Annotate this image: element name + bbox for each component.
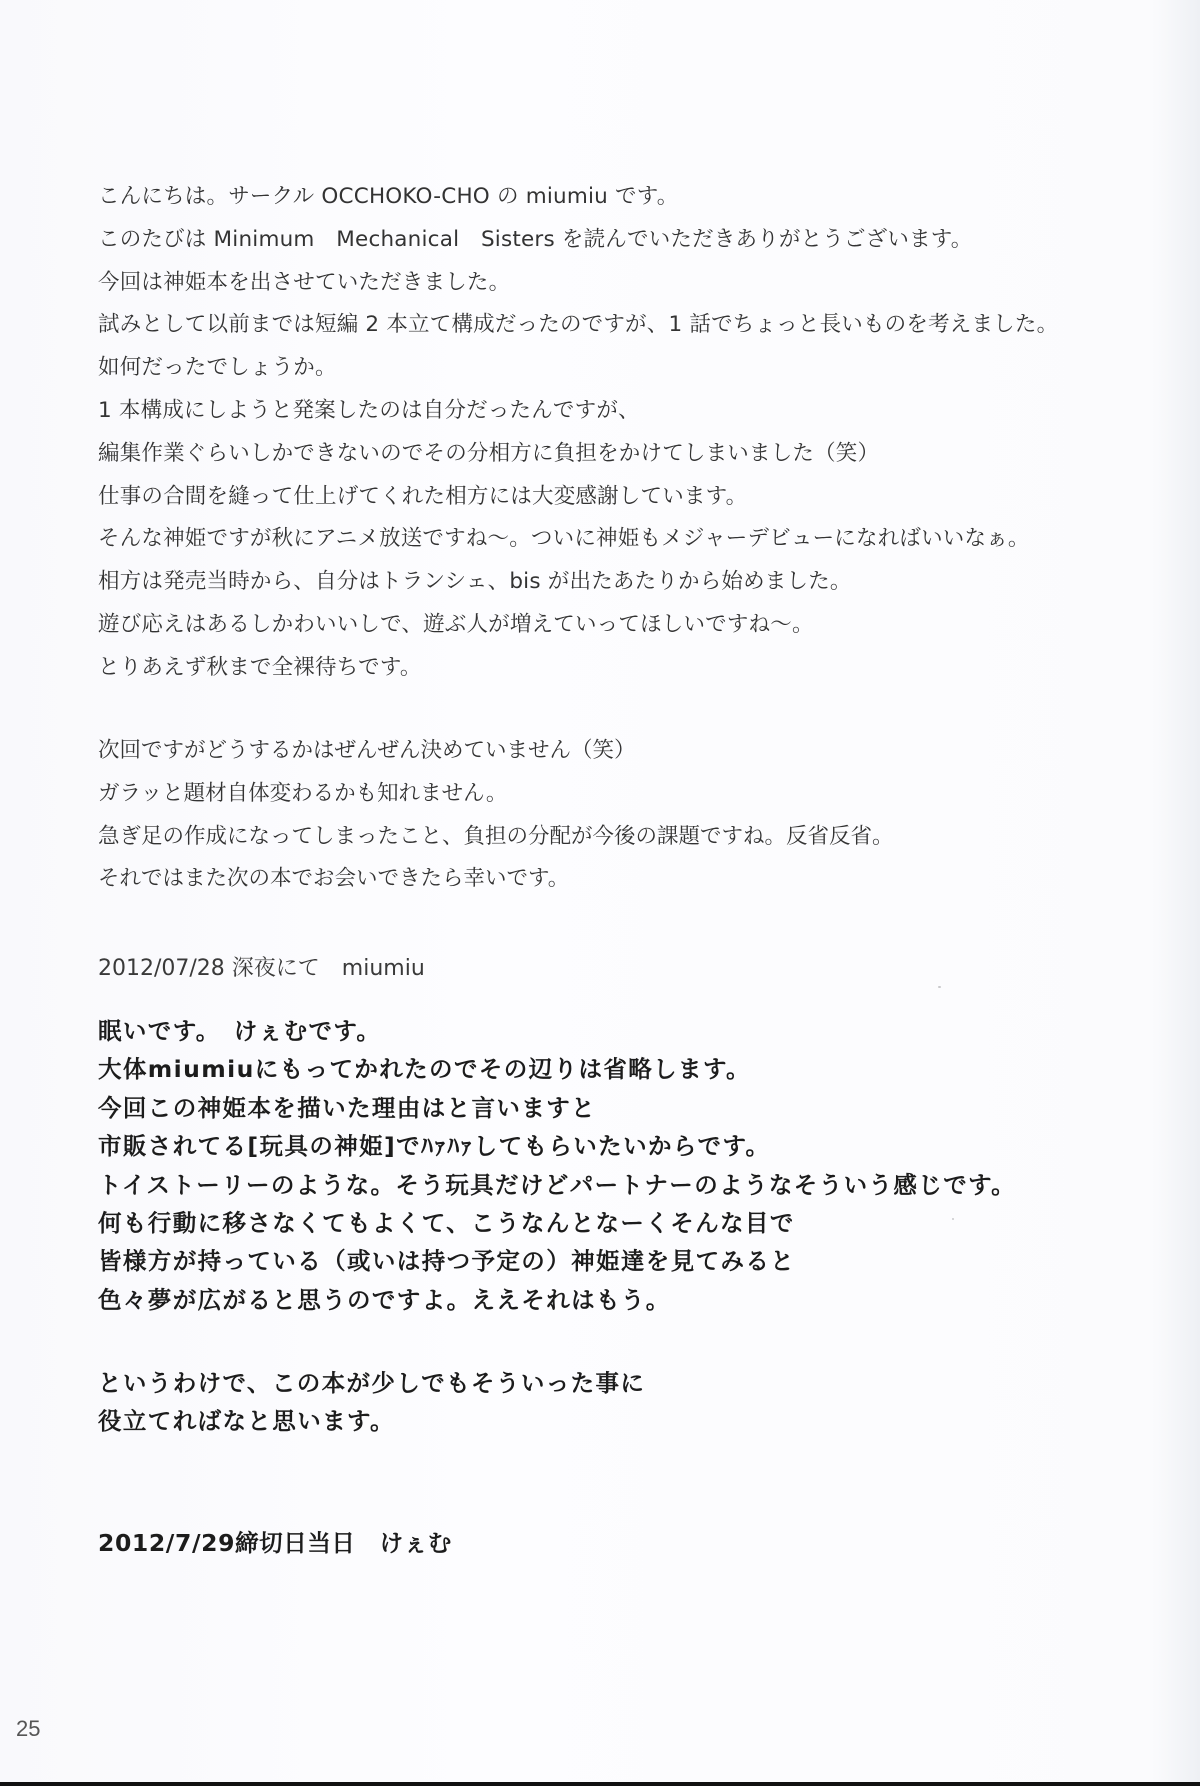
- paper-speck: [952, 1218, 954, 1220]
- afterword-keimu-paragraph-1: [98, 1012, 1016, 1319]
- text-line: 大体miumiuにもってかれたのでその辺りは省略します。: [98, 1055, 751, 1084]
- text-line: 1 本構成にしようと発案したのは自分だったんですが、: [98, 397, 640, 423]
- text-line: こんにちは。サークル OCCHOKO-CHO の miumiu です。: [98, 184, 679, 209]
- text-line: 市販されてる[玩具の神姫]でﾊｧﾊｧしてもらいたいからです。: [98, 1132, 771, 1161]
- afterword-miumiu-paragraph-1: [98, 176, 1058, 690]
- text-line: 次回ですがどうするかはぜんぜん決めていません（笑）: [98, 738, 636, 763]
- text-line: 試みとして以前までは短編 2 本立て構成だったのですが、1 話でちょっと長いものを考えました。: [98, 312, 1059, 338]
- text-line: ガラッと題材自体変わるかも知れません。: [98, 780, 508, 806]
- text-line: 遊び応えはあるしかわいいしで、遊ぶ人が増えていってほしいですね～。: [98, 611, 814, 637]
- text-line: 仕事の合間を縫って仕上げてくれた相方には大変感謝しています。: [98, 483, 748, 509]
- signature-miumiu: 2012/07/28 深夜にて miumiu: [98, 956, 425, 981]
- text-line: というわけで、この本が少しでもそういった事に: [98, 1369, 646, 1397]
- text-line: 編集作業ぐらいしかできないのでその分相方に負担をかけてしまいました（笑）: [98, 440, 880, 466]
- text-line: 皆様方が持っている（或いは持つ予定の）神姫達を見てみると: [98, 1247, 796, 1276]
- text-line: それではまた次の本でお会いできたら幸いです。: [98, 866, 570, 892]
- text-line: 何も行動に移さなくてもよくて、こうなんとなーくそんな目で: [98, 1209, 795, 1238]
- afterword-keimu-paragraph-2: [98, 1364, 645, 1441]
- text-line: 眠いです。 けぇむです。: [98, 1017, 382, 1045]
- paper-speck: [938, 986, 941, 988]
- text-line: 如何だったでしょうか。: [98, 355, 337, 381]
- text-line: 急ぎ足の作成になってしまったこと、負担の分配が今後の課題ですね。反省反省。: [98, 823, 894, 849]
- text-line: とりあえず秋まで全裸待ちです。: [98, 654, 422, 680]
- text-line: 相方は発売当時から、自分はトランシェ、bis が出たあたりから始めました。: [98, 569, 852, 595]
- text-line: 色々夢が広がると思うのですよ。ええそれはもう。: [98, 1285, 671, 1314]
- signature-keimu: 2012/7/29締切日当日 けぇむ: [98, 1529, 452, 1557]
- text-line: このたびは Minimum Mechanical Sisters を読んでいただきありがとうございます。: [98, 226, 973, 252]
- page-number: 25: [16, 1716, 41, 1741]
- text-line: 今回は神姫本を出させていただきました。: [98, 269, 511, 295]
- text-line: そんな神姫ですが秋にアニメ放送ですね～。ついに神姫もメジャーデビューになればいいなぁ。: [98, 526, 1030, 552]
- afterword-miumiu-paragraph-2: [98, 730, 894, 901]
- text-line: 役立てればなと思います。: [98, 1407, 395, 1436]
- text-line: 今回この神姫本を描いた理由はと言いますと: [98, 1093, 596, 1122]
- scan-bottom-edge: [0, 1782, 1200, 1786]
- text-line: トイストーリーのような。そう玩具だけどパートナーのようなそういう感じです。: [98, 1170, 1017, 1199]
